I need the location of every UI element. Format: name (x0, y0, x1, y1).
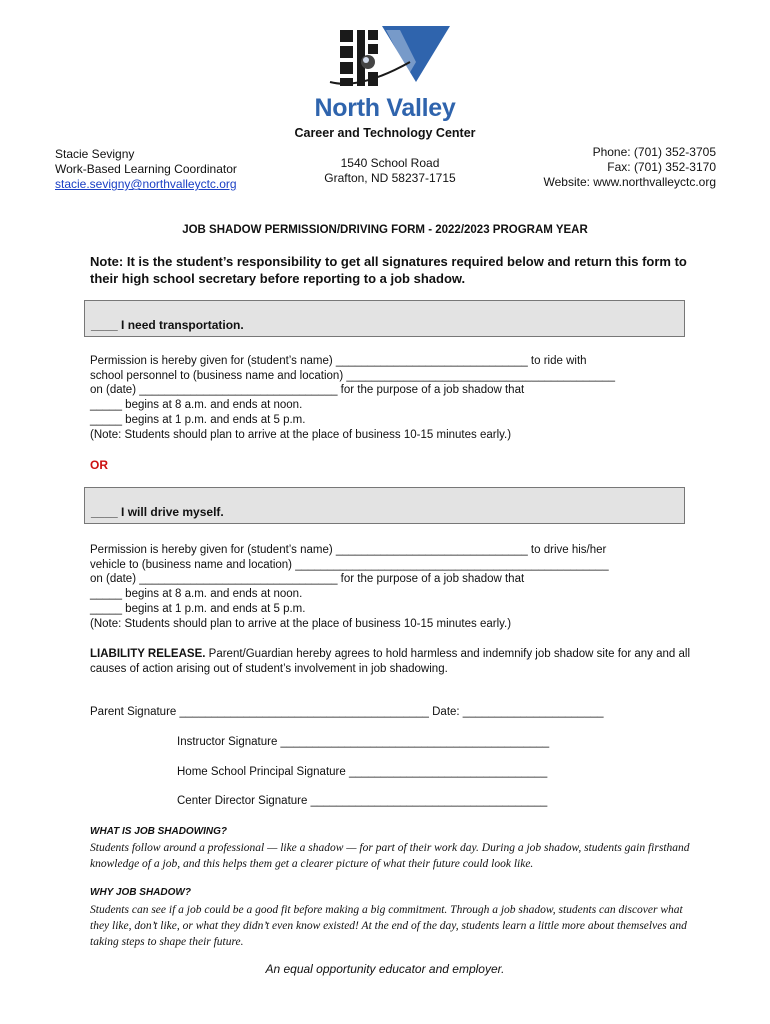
form-title: JOB SHADOW PERMISSION/DRIVING FORM - 2022/2023 PROGRAM YEAR (182, 224, 588, 236)
phone: Phone: (701) 352-3705 (592, 145, 716, 159)
address (290, 156, 490, 186)
fax: Fax: (701) 352-3170 (607, 160, 716, 174)
contact-email-link[interactable]: stacie.sevigny@northvalleyctc.org (55, 177, 237, 191)
contact-role: Work-Based Learning Coordinator (55, 162, 237, 176)
responsibility-note: Note: It is the student’s responsibility to get all signatures required below and return this form to their high school secretary before reporting to a job shadow. (90, 254, 687, 286)
logo-mark-icon (300, 22, 480, 97)
logo-name: North Valley (314, 94, 456, 122)
logo-subtitle: Career and Technology Center (294, 126, 476, 140)
drive-self-label: ____ I will drive myself. (91, 505, 224, 519)
permission-line: _____ begins at 1 p.m. and ends at 5 p.m. (90, 413, 306, 426)
permission-line: (Note: Students should plan to arrive at the place of business 10-15 minutes early.) (90, 428, 512, 441)
address-city: Grafton, ND 58237-1715 (324, 171, 456, 185)
what-text: Students follow around a professional — like a shadow — for part of their work day. During a job shadow, students gain firsthand knowledge of a job, and this helps them get a clearer picture of what their future could look like. (90, 842, 690, 870)
permission-line: Permission is hereby given for (student’s name) ______________________________ to drive his/her (90, 544, 607, 556)
liability-release (90, 647, 690, 677)
principal-signature-line[interactable]: Home School Principal Signature _______________________________ (177, 766, 548, 778)
transportation-box (84, 300, 685, 337)
permission-line: _____ begins at 8 a.m. and ends at noon. (90, 588, 303, 601)
permission-line: on (date) _______________________________ for the purpose of a job shadow that (90, 573, 525, 586)
permission-line: vehicle to (business name and location) _________________________________________________ (90, 558, 609, 571)
permission-line: school personnel to (business name and location) __________________________________________ (90, 369, 615, 382)
permission-line: (Note: Students should plan to arrive at the place of business 10-15 minutes early.) (90, 617, 512, 630)
permission-line: _____ begins at 1 p.m. and ends at 5 p.m. (90, 602, 306, 615)
liability-heading: LIABILITY RELEASE. (90, 648, 206, 660)
permission-line: on (date) _______________________________ for the purpose of a job shadow that (90, 384, 525, 397)
website: Website: www.northvalleyctc.org (543, 175, 716, 189)
transportation-label: ____ I need transportation. (91, 318, 244, 332)
director-signature-line[interactable]: Center Director Signature _____________________________________ (177, 795, 548, 807)
or-divider: OR (90, 458, 108, 472)
contact-left (55, 147, 237, 192)
permission-line: Permission is hereby given for (student’s name) ______________________________ to ride with (90, 355, 587, 367)
contact-right (543, 145, 716, 190)
permission-line: _____ begins at 8 a.m. and ends at noon. (90, 399, 303, 412)
footer: An equal opportunity educator and employer. (265, 962, 505, 976)
contact-name: Stacie Sevigny (55, 147, 135, 161)
drive-permission (90, 543, 690, 631)
address-street: 1540 School Road (340, 156, 440, 170)
drive-self-box (84, 487, 685, 524)
why-text: Students can see if a job could be a good fit before making a big commitment. Through a job shadow, students can discover what they like, don’t like, or what they didn’t even know existed! At the end of the day, students learn a little more about themselves and taking steps to shape their future. (90, 904, 687, 948)
instructor-signature-line[interactable]: Instructor Signature __________________________________________ (177, 736, 550, 748)
parent-signature-line[interactable]: Parent Signature _______________________________________ Date: ______________________ (90, 706, 604, 718)
transportation-permission (90, 354, 690, 442)
why-heading: WHY JOB SHADOW? (90, 887, 191, 898)
what-heading: WHAT IS JOB SHADOWING? (90, 826, 228, 837)
liability-text: Parent/Guardian hereby agrees to hold harmless and indemnify job shadow site for any and all causes of action arising out of student’s involvement in job shadowing. (90, 648, 691, 675)
